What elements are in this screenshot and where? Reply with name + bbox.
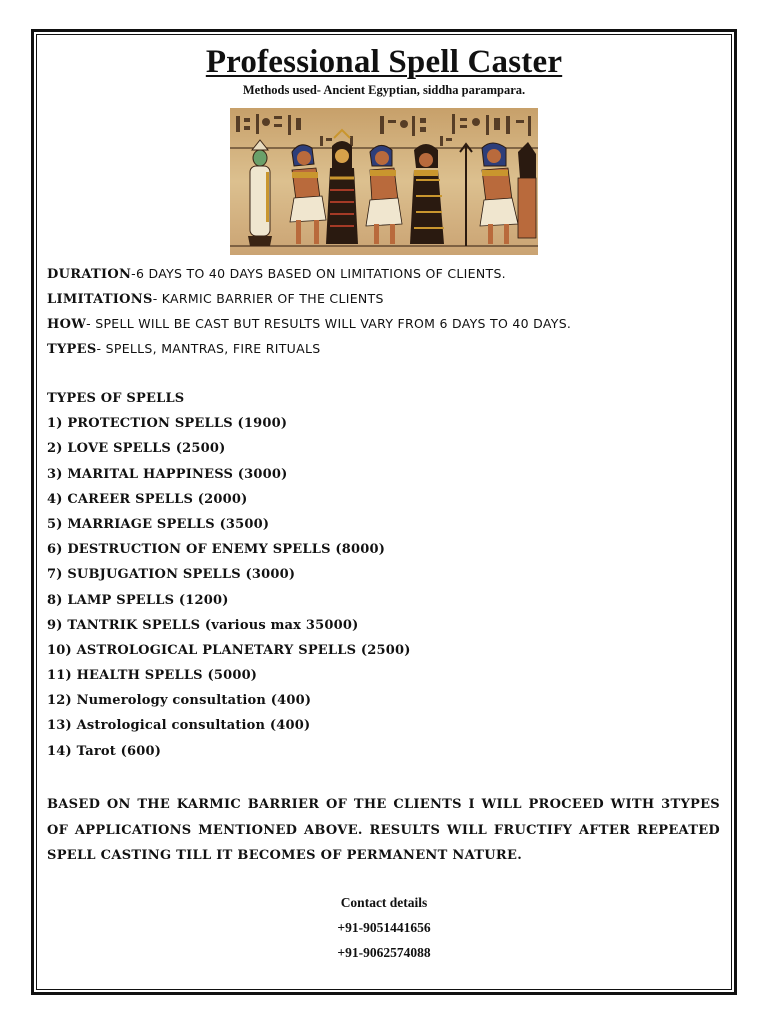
info-duration [47,265,727,290]
info-sep: - [86,316,96,331]
spells-heading: TYPES OF SPELLS [47,391,185,406]
info-value: 6 DAYS TO 40 DAYS BASED ON LIMITATIONS OF CLIENTS. [135,266,506,281]
contact-heading: Contact details [340,895,428,910]
info-sep: - [131,266,136,281]
egyptian-mural-image [230,108,538,255]
info-key: DURATION [47,267,132,282]
info-sep: - [96,341,106,356]
list-item: 6) DESTRUCTION OF ENEMY SPELLS (8000) [47,542,386,558]
list-item: 5) MARRIAGE SPELLS (3500) [47,516,270,532]
list-item: 13) Astrological consultation (400) [47,718,311,734]
info-limitations [47,290,727,315]
info-key: HOW [47,317,87,332]
document-title: Professional Spell Caster [205,44,563,80]
list-item: 14) Tarot (600) [47,743,162,759]
list-item: 12) Numerology consultation (400) [47,693,312,709]
phone-number: +91-9062574088 [337,945,431,960]
info-key: LIMITATIONS [47,292,153,307]
info-types [47,340,727,365]
list-item: 9) TANTRIK SPELLS (various max 35000) [47,617,359,633]
list-item: 4) CAREER SPELLS (2000) [47,491,248,507]
info-value: SPELL WILL BE CAST BUT RESULTS WILL VARY FROM 6 DAYS TO 40 DAYS. [95,316,572,331]
list-item: 11) HEALTH SPELLS (5000) [47,668,258,684]
list-item: 2) LOVE SPELLS (2500) [47,441,226,457]
contact-block [0,894,768,969]
phone-number: +91-9051441656 [337,920,431,935]
spells-list [47,390,727,768]
info-value: SPELLS, MANTRAS, FIRE RITUALS [105,341,321,356]
list-item: 7) SUBJUGATION SPELLS (3000) [47,567,296,583]
list-item: 8) LAMP SPELLS (1200) [47,592,229,608]
info-sep: - [152,291,162,306]
list-item: 1) PROTECTION SPELLS (1900) [47,416,288,432]
info-key: TYPES [47,342,97,357]
list-item: 3) MARITAL HAPPINESS (3000) [47,466,288,482]
info-block [47,265,727,365]
document-subtitle: Methods used- Ancient Egyptian, siddha parampara. [242,83,526,97]
closing-paragraph: BASED ON THE KARMIC BARRIER OF THE CLIENTS I WILL PROCEED WITH 3TYPES OF APPLICATIONS MENTIONED ABOVE. RESULTS WILL FRUCTIFY AFTER REPEATED SPELL CASTING TILL IT BECOMES OF PERMANENT NATURE. [47,797,720,863]
info-value: KARMIC BARRIER OF THE CLIENTS [161,291,384,306]
info-how [47,315,727,340]
list-item: 10) ASTROLOGICAL PLANETARY SPELLS (2500) [47,642,411,658]
